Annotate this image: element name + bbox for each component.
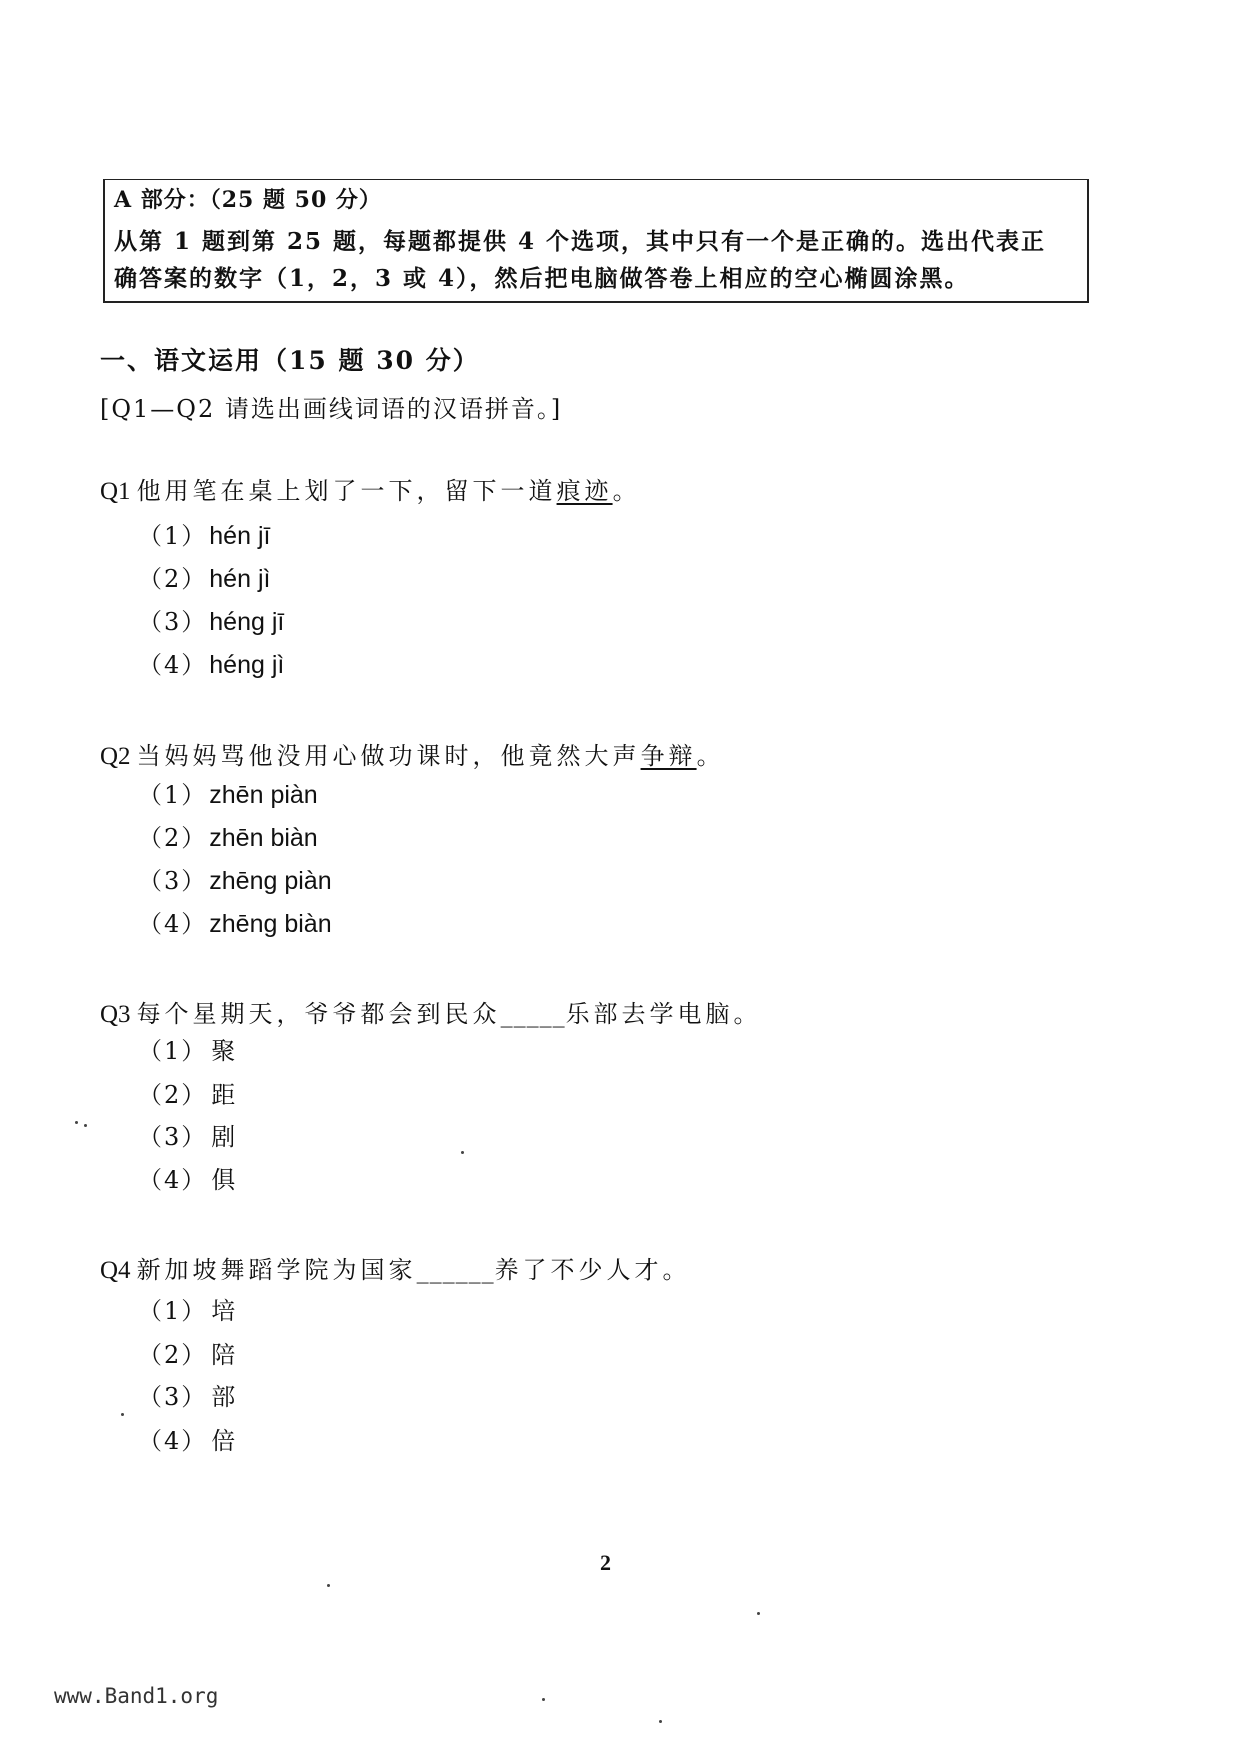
scan-speck <box>461 1151 464 1154</box>
question-text: 他用笔在桌上划了一下，留下一道 <box>136 477 557 505</box>
option-number: （3） <box>138 867 208 895</box>
option-number: （3） <box>138 608 208 636</box>
page-number: 2 <box>600 1550 611 1575</box>
scan-speck <box>84 1124 87 1127</box>
option-number: （4） <box>138 1166 208 1194</box>
option-number: （3） <box>138 1123 208 1151</box>
watermark: www.Band1.org <box>54 1684 219 1708</box>
q2-option-1 <box>138 781 318 809</box>
option-text: 倍 <box>211 1427 236 1455</box>
option-text: héng jì <box>209 651 285 679</box>
option-number: （4） <box>138 651 208 679</box>
scan-speck <box>659 1720 662 1723</box>
option-number: （4） <box>138 1427 208 1455</box>
instructions-box <box>103 179 1089 303</box>
q1-option-1 <box>138 522 270 550</box>
question-label: Q1 <box>100 478 131 505</box>
option-number: （4） <box>138 910 208 938</box>
part-heading: A 部分：（25 题 50 分） <box>114 187 382 213</box>
option-number: （2） <box>138 565 208 593</box>
question-text: 新加坡舞蹈学院为国家 <box>136 1256 417 1284</box>
answer-blank: ______ <box>416 1256 495 1284</box>
question-text-end: 。 <box>696 742 725 770</box>
q4-option-2 <box>138 1341 235 1369</box>
q4-option-1 <box>138 1297 235 1325</box>
scan-speck <box>75 1121 78 1124</box>
option-number: （1） <box>138 1037 208 1065</box>
question-text-end: 乐部去学电脑。 <box>565 1000 762 1028</box>
option-text: hén jì <box>209 565 271 593</box>
question-text: 当妈妈骂他没用心做功课时，他竟然大声 <box>136 742 641 770</box>
question-1 <box>100 477 641 506</box>
question-label: Q3 <box>100 1001 131 1028</box>
option-text: 距 <box>211 1081 236 1109</box>
option-text: 剧 <box>211 1123 236 1151</box>
option-text: hén jī <box>209 522 271 550</box>
q3-option-4 <box>138 1166 235 1194</box>
question-label: Q2 <box>100 743 131 770</box>
underlined-word: 争辩 <box>640 742 697 770</box>
option-text: zhēng biàn <box>209 910 332 938</box>
question-text: 每个星期天，爷爷都会到民众 <box>136 1000 501 1028</box>
option-text: zhēng piàn <box>209 867 332 895</box>
underlined-word: 痕迹 <box>556 477 613 505</box>
option-text: héng jī <box>209 608 285 636</box>
question-2 <box>100 742 725 771</box>
option-number: （1） <box>138 522 208 550</box>
option-number: （1） <box>138 781 208 809</box>
q4-option-3 <box>138 1383 235 1411</box>
section-title: 一、语文运用（15 题 30 分） <box>100 346 480 375</box>
q1-option-3 <box>138 608 284 636</box>
option-number: （2） <box>138 824 208 852</box>
instructions-line-1: 从第 1 题到第 25 题，每题都提供 4 个选项，其中只有一个是正确的。选出代表正 <box>114 228 1047 255</box>
answer-blank: _____ <box>500 1000 566 1028</box>
option-number: （2） <box>138 1081 208 1109</box>
q4-option-4 <box>138 1427 235 1455</box>
scan-speck <box>757 1612 760 1615</box>
question-3 <box>100 1000 762 1029</box>
option-text: 部 <box>211 1383 236 1411</box>
q2-option-3 <box>138 867 332 895</box>
scan-speck <box>121 1413 124 1416</box>
question-4 <box>100 1256 691 1285</box>
option-text: 俱 <box>211 1166 236 1194</box>
option-text: zhēn piàn <box>209 781 318 809</box>
option-text: zhēn biàn <box>209 824 318 852</box>
q1-option-4 <box>138 651 284 679</box>
instructions-line-2: 确答案的数字（1，2，3 或 4），然后把电脑做答卷上相应的空心椭圆涂黑。 <box>114 265 970 292</box>
option-number: （1） <box>138 1297 208 1325</box>
option-number: （3） <box>138 1383 208 1411</box>
option-number: （2） <box>138 1341 208 1369</box>
question-label: Q4 <box>100 1257 131 1284</box>
option-text: 陪 <box>211 1341 236 1369</box>
q3-option-2 <box>138 1081 235 1109</box>
q3-option-3 <box>138 1123 235 1151</box>
q3-option-1 <box>138 1037 235 1065</box>
question-text-end: 养了不少人才。 <box>494 1256 691 1284</box>
scan-speck <box>327 1584 330 1587</box>
option-text: 培 <box>211 1297 236 1325</box>
question-text-end: 。 <box>612 477 641 505</box>
q1-option-2 <box>138 565 270 593</box>
section-note: [Q1—Q2 请选出画线词语的汉语拼音。] <box>100 395 563 423</box>
option-text: 聚 <box>211 1037 236 1065</box>
q2-option-2 <box>138 824 318 852</box>
q2-option-4 <box>138 910 332 938</box>
scan-speck <box>542 1698 545 1701</box>
